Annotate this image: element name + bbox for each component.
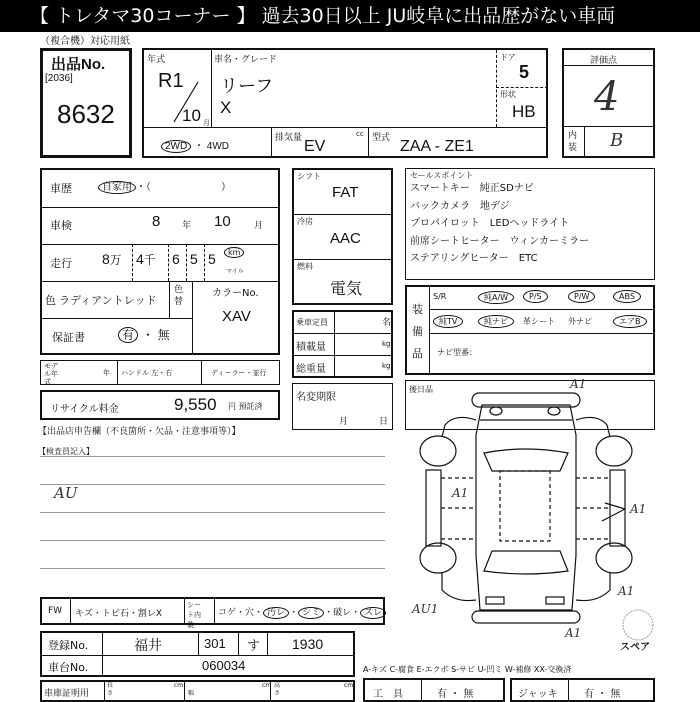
- equipment-item-label: 純TV: [433, 315, 463, 328]
- later-items-label: 後日品: [409, 385, 433, 394]
- displacement-value: EV: [304, 138, 326, 155]
- ac-label: 冷房: [297, 217, 313, 226]
- equipment-item-label: 革シート: [523, 317, 555, 326]
- length-label: 長さ: [107, 682, 114, 697]
- inspector-label: 【検査員記入】: [38, 447, 94, 456]
- drive-field: [161, 137, 229, 152]
- door-label: ドア: [500, 53, 516, 62]
- recycle-unit: 円 預託済: [228, 402, 263, 411]
- damage-mark: A1: [565, 626, 582, 640]
- name-change-box: [292, 383, 393, 430]
- score-box: [562, 48, 655, 158]
- equipment-item: [613, 316, 647, 327]
- model-year-label: モデル年式: [44, 362, 58, 386]
- shift-value: FAT: [332, 184, 359, 201]
- weight-unit: kg: [382, 362, 391, 370]
- mileage-d3: 6: [172, 251, 180, 267]
- inspector-notes: [40, 456, 385, 596]
- spare-tire-icon: [623, 610, 653, 640]
- seat-item-circled: スレ: [360, 607, 386, 619]
- model-label: 型式: [372, 133, 391, 143]
- year-era: R1: [158, 70, 184, 92]
- load-label: 積載量: [296, 342, 326, 353]
- damage-mark: A1: [452, 486, 469, 500]
- interior-label: 内装: [568, 131, 578, 153]
- width-label: 幅: [188, 690, 195, 697]
- equipment-item: [613, 292, 641, 301]
- registration-box: [40, 631, 355, 677]
- fuel-label: 燃料: [297, 262, 313, 271]
- inspection-label: 車検: [50, 219, 72, 232]
- sales-point: 前席シートヒーター ウィンカーミラー: [410, 235, 589, 247]
- model-year-box: [40, 360, 280, 385]
- km-option: km: [224, 247, 244, 258]
- vehicle-box: [142, 48, 548, 158]
- garage-label: 車庫証明用: [44, 689, 90, 699]
- chassis-label: 車台No.: [48, 661, 89, 674]
- damage-mark: AU1: [412, 602, 439, 616]
- seat-item: コゲ: [218, 608, 237, 618]
- mileage-label: 走行: [50, 257, 72, 270]
- height-label: 高さ: [274, 682, 281, 697]
- slash-mark: [170, 80, 200, 125]
- drive-4wd: ・ 4WD: [194, 141, 230, 152]
- year-label: 年式: [147, 55, 166, 65]
- capacity-box: [292, 310, 393, 378]
- seat-label: シート内装: [187, 601, 201, 629]
- mileage-d2: 4: [136, 251, 144, 267]
- car-grade: X: [220, 98, 232, 117]
- cm-unit: cm: [174, 682, 184, 689]
- registration-label: 登録No.: [48, 639, 89, 652]
- tools-box: [363, 678, 505, 702]
- jack-label: ジャッキ: [518, 689, 558, 700]
- capacity-unit: 名: [382, 318, 392, 328]
- year-month: 10: [182, 106, 201, 125]
- sales-point: プロパイロット LEDヘッドライト: [410, 218, 570, 229]
- unit-sen: 千: [143, 254, 156, 267]
- cc-unit: cc: [356, 130, 364, 138]
- history-box: [40, 168, 280, 355]
- roof: [500, 471, 550, 541]
- mile-option: マイル: [226, 268, 244, 275]
- month-unit: 月: [203, 119, 210, 127]
- mileage-d5: 5: [208, 251, 216, 267]
- drive-2wd: 2WD: [161, 140, 191, 153]
- displacement-label: 排気量: [275, 133, 303, 143]
- mileage-d4: 5: [190, 251, 198, 267]
- recycle-label: リサイクル料金: [50, 404, 119, 415]
- model-value: ZAA - ZE1: [400, 138, 474, 155]
- equipment-item-label: 純A/W: [478, 291, 514, 304]
- color-value: ラディアントレッド: [59, 294, 157, 307]
- registration-number: 1930: [292, 636, 324, 652]
- dealer-field: ディーラー・並行: [211, 369, 267, 377]
- jack-box: [510, 678, 655, 702]
- damage-legend: A-キズ C-腐食 E-エクボ S-サビ U-凹ミ W-補修 XX-交換済: [363, 665, 572, 674]
- spare-label: スペア: [620, 642, 650, 653]
- mileage-d1: 8: [102, 251, 110, 267]
- shift-label: シフト: [297, 172, 321, 181]
- seller-notes-label: 【出品店申告欄（不良箇所・欠品・注意事項等）】: [38, 427, 241, 437]
- history-rest: ・（ ）: [136, 182, 231, 193]
- lot-box: [40, 48, 132, 158]
- damage-mark: A1: [570, 377, 587, 391]
- warranty-no: ・ 無: [141, 328, 170, 342]
- seat-item-circled: シミ: [298, 607, 324, 619]
- name-change-day: 日: [379, 417, 389, 427]
- color-change-label: 色替: [174, 285, 184, 307]
- car-label: 車名・グレード: [214, 55, 278, 65]
- equipment-item-label: ABS: [613, 290, 641, 303]
- equipment-item: [523, 292, 548, 301]
- form-note: （複合機）対応用紙: [40, 36, 130, 47]
- fw-label: FW: [48, 606, 63, 616]
- registration-kana: す: [247, 638, 261, 653]
- equipment-item-label: P/S: [523, 290, 548, 303]
- front-bumper: [472, 611, 580, 623]
- name-change-label: 名変期限: [296, 392, 336, 403]
- rear-window: [484, 449, 568, 471]
- cm-unit: cm: [344, 682, 354, 689]
- handle-field: ハンドル 左・右: [121, 369, 173, 377]
- lot-number: 8632: [57, 99, 115, 129]
- lot-label: 出品No.: [51, 56, 106, 73]
- equipment-item-label: 純ナビ: [478, 315, 514, 328]
- garage-box: [40, 680, 355, 702]
- weight-label: 総重量: [296, 364, 326, 375]
- registration-area: 福井: [134, 637, 162, 653]
- sales-point: バックカメラ 地デジ: [410, 200, 510, 212]
- name-change-month: 月: [339, 417, 349, 427]
- sales-points-label: セールスポイント: [410, 171, 474, 180]
- chassis-value: 060034: [202, 658, 246, 673]
- damage-mark: A1: [630, 502, 647, 516]
- equipment-item: [478, 292, 514, 303]
- damage-mark: A1: [618, 584, 635, 598]
- equipment-item: [568, 292, 595, 301]
- equipment-item-label: P/W: [568, 290, 595, 303]
- shape-value: HB: [512, 102, 536, 121]
- car-body: [476, 405, 576, 610]
- registration-class: 301: [204, 636, 226, 651]
- warranty-yes: 有: [118, 327, 138, 343]
- score-value: 4: [594, 74, 620, 120]
- equipment-item-label: 外ナビ: [568, 317, 592, 326]
- car-name: リーフ: [220, 76, 274, 96]
- model-year-unit: 年: [103, 369, 110, 377]
- equipment-item-label: エアB: [613, 315, 647, 328]
- left-sill: [426, 470, 441, 546]
- cm-unit: cm: [262, 682, 272, 689]
- interior-value: B: [610, 130, 624, 151]
- score-label: 評価点: [590, 56, 618, 66]
- sales-point: ステアリングヒーター ETC: [410, 253, 538, 264]
- inspector-note: AU: [54, 484, 78, 502]
- door-value: 5: [519, 62, 530, 82]
- seat-item-circled: 汚レ: [263, 607, 289, 619]
- seat-item: 破レ: [333, 608, 352, 618]
- fw-row: FW キズ・トビ石・割レX シート内装 コゲ・穴・ 汚レ ・ シミ ・破レ・ スレ: [40, 597, 385, 625]
- equipment-item: [433, 316, 463, 327]
- tools-value: 有 ・ 無: [437, 689, 474, 700]
- warranty-label: 保証書: [52, 331, 85, 344]
- fw-items: キズ・トビ石・割レX: [75, 609, 162, 619]
- car-damage-diagram: [400, 375, 700, 665]
- windshield: [484, 551, 568, 574]
- year-unit: 年: [182, 221, 192, 231]
- inspection-month: 10: [214, 213, 231, 230]
- spec-box: [292, 168, 393, 305]
- banner: 【 トレタマ30コーナー 】 過去30日以上 JU岐阜に出品歴がない車両: [0, 0, 700, 32]
- navi-model-label: ナビ型番：: [437, 348, 477, 357]
- seat-item: 穴: [245, 608, 255, 618]
- month-unit: 月: [254, 221, 264, 231]
- equipment-item: [478, 316, 514, 327]
- sales-points-list: [410, 180, 589, 268]
- color-no: XAV: [222, 308, 251, 325]
- recycle-box: [40, 390, 280, 420]
- unit-man: 万: [109, 254, 122, 267]
- equipment-item: [523, 316, 555, 327]
- color-no-label: カラーNo.: [212, 288, 259, 299]
- fuel-value: 電気: [330, 281, 363, 298]
- tools-label: 工 具: [373, 689, 403, 700]
- equipment-item: [568, 316, 592, 327]
- equipment-box: [405, 285, 655, 375]
- lot-sub: [2036]: [45, 73, 73, 84]
- color-label: 色: [45, 294, 56, 307]
- jack-value: 有 ・ 無: [584, 689, 621, 700]
- history-label: 車歴: [50, 182, 72, 195]
- equipment-item-label: S/R: [433, 292, 447, 301]
- ac-value: AAC: [330, 230, 361, 247]
- capacity-label: 乗車定員: [296, 318, 328, 327]
- inspection-year: 8: [152, 213, 161, 230]
- equipment-label: 装備品: [412, 303, 423, 360]
- history-value: 自家用: [98, 181, 136, 194]
- sales-point: スマートキー 純正SDナビ: [410, 183, 534, 194]
- equipment-item: [433, 292, 446, 301]
- load-unit: kg: [382, 340, 391, 348]
- sales-points-box: [405, 168, 655, 280]
- shape-label: 形状: [500, 90, 516, 99]
- recycle-value: 9,550: [174, 395, 217, 414]
